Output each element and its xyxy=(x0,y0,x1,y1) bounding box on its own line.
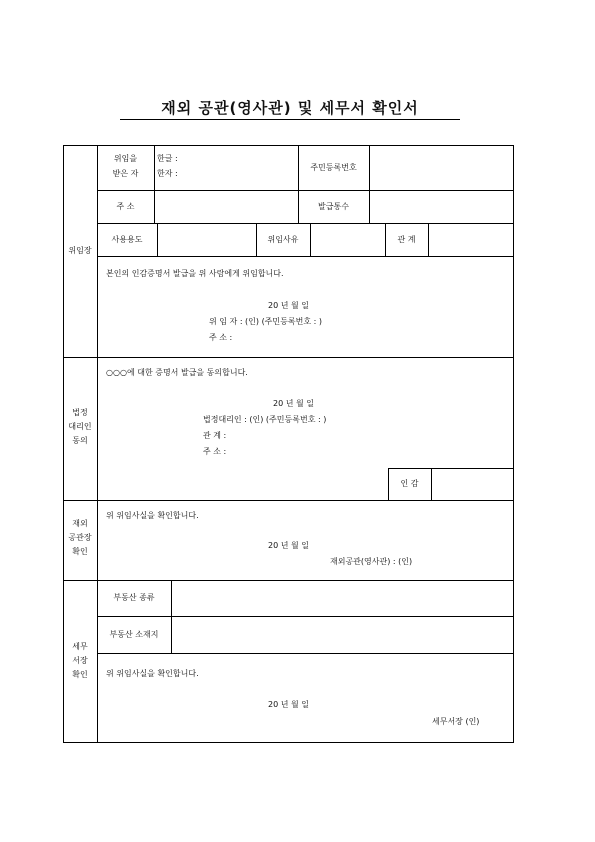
delegatee-label-line-2: 받은 자 xyxy=(112,169,139,178)
usage-label: 사용용도 xyxy=(111,235,143,244)
delegation-col-line-f xyxy=(310,223,311,256)
guardian-statement: ○○○에 대한 증명서 발급을 동의합니다. xyxy=(106,368,248,377)
reason-label: 위임사유 xyxy=(267,235,299,244)
seal-box-divider xyxy=(431,468,432,500)
tax-row-line-1 xyxy=(97,616,514,617)
guardian-section-label-line-1: 법정 xyxy=(72,408,88,417)
consulate-signature-line: 재외공관(영사관) : (인) xyxy=(330,557,413,566)
document-title: 재외 공관(영사관) 및 세무서 확인서 xyxy=(161,99,419,117)
consulate-section-label xyxy=(63,517,97,559)
delegation-col-line-c xyxy=(369,145,370,223)
tax-section-label xyxy=(63,640,97,682)
guardian-address-line: 주 소 : xyxy=(203,447,227,456)
tax-date: 20 년 월 일 xyxy=(268,700,309,709)
delegatee-label-line-1: 위임을 xyxy=(113,154,138,163)
guardian-section-label xyxy=(63,406,97,448)
delegation-col-line-a xyxy=(154,145,155,223)
tax-row-line-2 xyxy=(97,653,514,654)
consulate-section-label-line-3: 확인 xyxy=(72,547,88,556)
tax-statement: 위 위임사실을 확인합니다. xyxy=(106,669,199,678)
divider-consulate-tax xyxy=(63,580,514,581)
property-type-label: 부동산 종류 xyxy=(113,593,155,602)
delegation-statement: 본인의 인감증명서 발급을 위 사람에게 위임합니다. xyxy=(106,269,284,278)
address-label: 주 소 xyxy=(116,202,135,211)
tax-col-line xyxy=(171,580,172,653)
guardian-section-label-line-3: 동의 xyxy=(72,436,88,445)
divider-guardian-consulate xyxy=(63,500,514,501)
delegation-section-label: 위임장 xyxy=(68,246,92,255)
guardian-relation-line: 관 계 : xyxy=(203,431,227,440)
consulate-section-label-line-2: 공관장 xyxy=(68,533,92,542)
issue-count-label: 발급통수 xyxy=(318,202,349,211)
delegation-row-line-1 xyxy=(97,190,514,191)
delegation-col-line-d xyxy=(157,223,158,256)
seal-box-top xyxy=(388,468,514,469)
legal-agent-signature-line: 법정대리인 : (인) (주민등록번호 : ) xyxy=(203,415,327,424)
title-underline xyxy=(120,119,460,120)
tax-office-signature-line: 세무서장 (인) xyxy=(432,717,480,726)
delegator-signature-line: 위 임 자 : (인) (주민등록번호 : ) xyxy=(209,317,322,326)
seal-label: 인 감 xyxy=(400,479,419,488)
korean-name-field[interactable]: 한글 : xyxy=(157,154,178,163)
hanja-name-field[interactable]: 한자 : xyxy=(157,169,178,178)
relation-label: 관 계 xyxy=(397,235,416,244)
consulate-statement: 위 위임사실을 확인합니다. xyxy=(106,511,199,520)
delegation-date: 20 년 월 일 xyxy=(268,301,309,310)
consulate-section-label-line-1: 재외 xyxy=(72,519,88,528)
guardian-date: 20 년 월 일 xyxy=(273,399,314,408)
delegation-col-line-h xyxy=(428,223,429,256)
tax-section-label-line-3: 확인 xyxy=(72,670,88,679)
delegator-address-line: 주 소 : xyxy=(209,333,233,342)
delegation-row-line-3 xyxy=(97,256,514,257)
divider-delegation-guardian xyxy=(63,357,514,358)
delegation-row-line-2 xyxy=(97,223,514,224)
delegation-col-line-b xyxy=(298,145,299,223)
guardian-section-label-line-2: 대리인 xyxy=(68,422,92,431)
consulate-date: 20 년 월 일 xyxy=(268,541,309,550)
tax-section-label-line-2: 서장 xyxy=(72,656,88,665)
property-location-label: 부동산 소재지 xyxy=(109,630,159,639)
tax-section-label-line-1: 세무 xyxy=(72,642,88,651)
resident-no-label: 주민등록번호 xyxy=(310,163,357,172)
